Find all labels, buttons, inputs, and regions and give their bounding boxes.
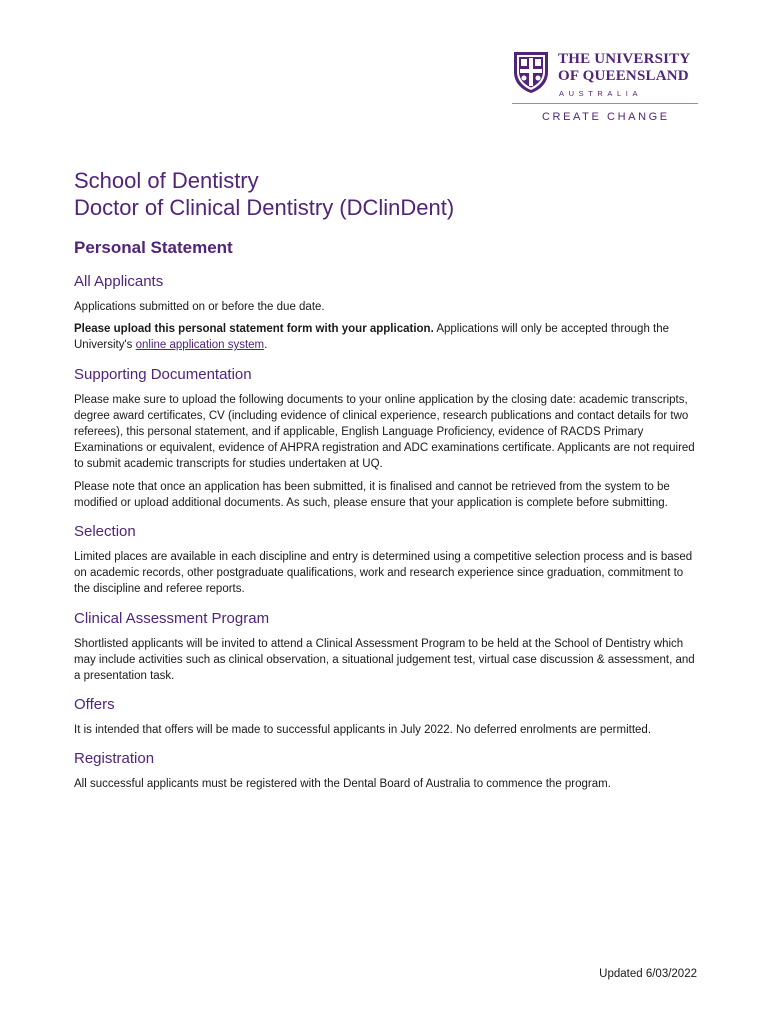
logo-queensland-line: OF QUEENSLAND xyxy=(558,68,689,84)
selection-paragraph: Limited places are available in each discipline and entry is determined using a competitive selection process and is based on academic records, other postgraduate qualifications, work and research experience since graduation, commitment to the discipline and referee reports. xyxy=(74,551,693,596)
section-heading-registration: Registration xyxy=(74,750,155,768)
upload-instruction: Please upload this personal statement form with your application. xyxy=(74,323,434,336)
updated-date: Updated 6/03/2022 xyxy=(599,968,697,980)
section-heading-clinical-assessment: Clinical Assessment Program xyxy=(74,609,270,627)
supporting-paragraph-2: Please note that once an application has been submitted, it is finalised and cannot be retrieved from the system to be modified or upload additional documents. As such, please ensure that your application is complete before submitting. xyxy=(74,480,670,509)
clinical-assessment-paragraph: Shortlisted applicants will be invited to attend a Clinical Assessment Program to be held at the School of Dentistry which may include activities such as clinical observation, a situational judgement test, virtual case discussion & assessment, and a presentation task. xyxy=(74,637,695,683)
logo-university-line: THE UNIVERSITY xyxy=(558,51,691,67)
acceptance-note: Applications will only be accepted through the University's xyxy=(74,323,670,352)
uq-logo xyxy=(512,50,698,124)
logo-tagline: CREATE CHANGE xyxy=(542,111,670,123)
supporting-paragraph-1: Please make sure to upload the following documents to your online application by the closing date: academic transcripts, degree award certificates, CV (including evidence of clinical experience, research publications and contact details for two referees), this personal statement, and if applicable, English Language Proficiency, evidence of RACDS Primary Examinations or equivalent, evidence of AHPRA registration and ADC examinations certificate. Applicants are not required to submit academic transcripts for studies undertaken at UQ. xyxy=(74,393,695,471)
online-application-system-link[interactable]: online application system xyxy=(135,339,265,352)
section-heading-supporting-documentation: Supporting Documentation xyxy=(74,365,252,383)
registration-paragraph: All successful applicants must be registered with the Dental Board of Australia to commence the program. xyxy=(74,778,611,791)
logo-divider xyxy=(512,103,698,104)
personal-statement-heading: Personal Statement xyxy=(74,238,233,257)
school-title: School of Dentistry xyxy=(74,168,259,193)
section-heading-offers: Offers xyxy=(74,696,115,714)
section-heading-all-applicants: All Applicants xyxy=(74,273,164,290)
document-body xyxy=(74,272,698,793)
offers-paragraph: It is intended that offers will be made to successful applicants in July 2022. No deferred enrolments are permitted. xyxy=(74,724,652,737)
document-title-block xyxy=(74,167,454,221)
all-applicants-paragraph-2: Please upload this personal statement form with your application. Applications will only be accepted through the University's online application system. xyxy=(74,323,670,352)
uq-crest-icon xyxy=(512,50,550,94)
logo-country: AUSTRALIA xyxy=(559,89,643,98)
section-heading-selection: Selection xyxy=(74,523,136,541)
program-title: Doctor of Clinical Dentistry (DClinDent) xyxy=(74,195,455,220)
all-applicants-paragraph-1: Applications submitted on or before the due date. xyxy=(74,301,325,313)
